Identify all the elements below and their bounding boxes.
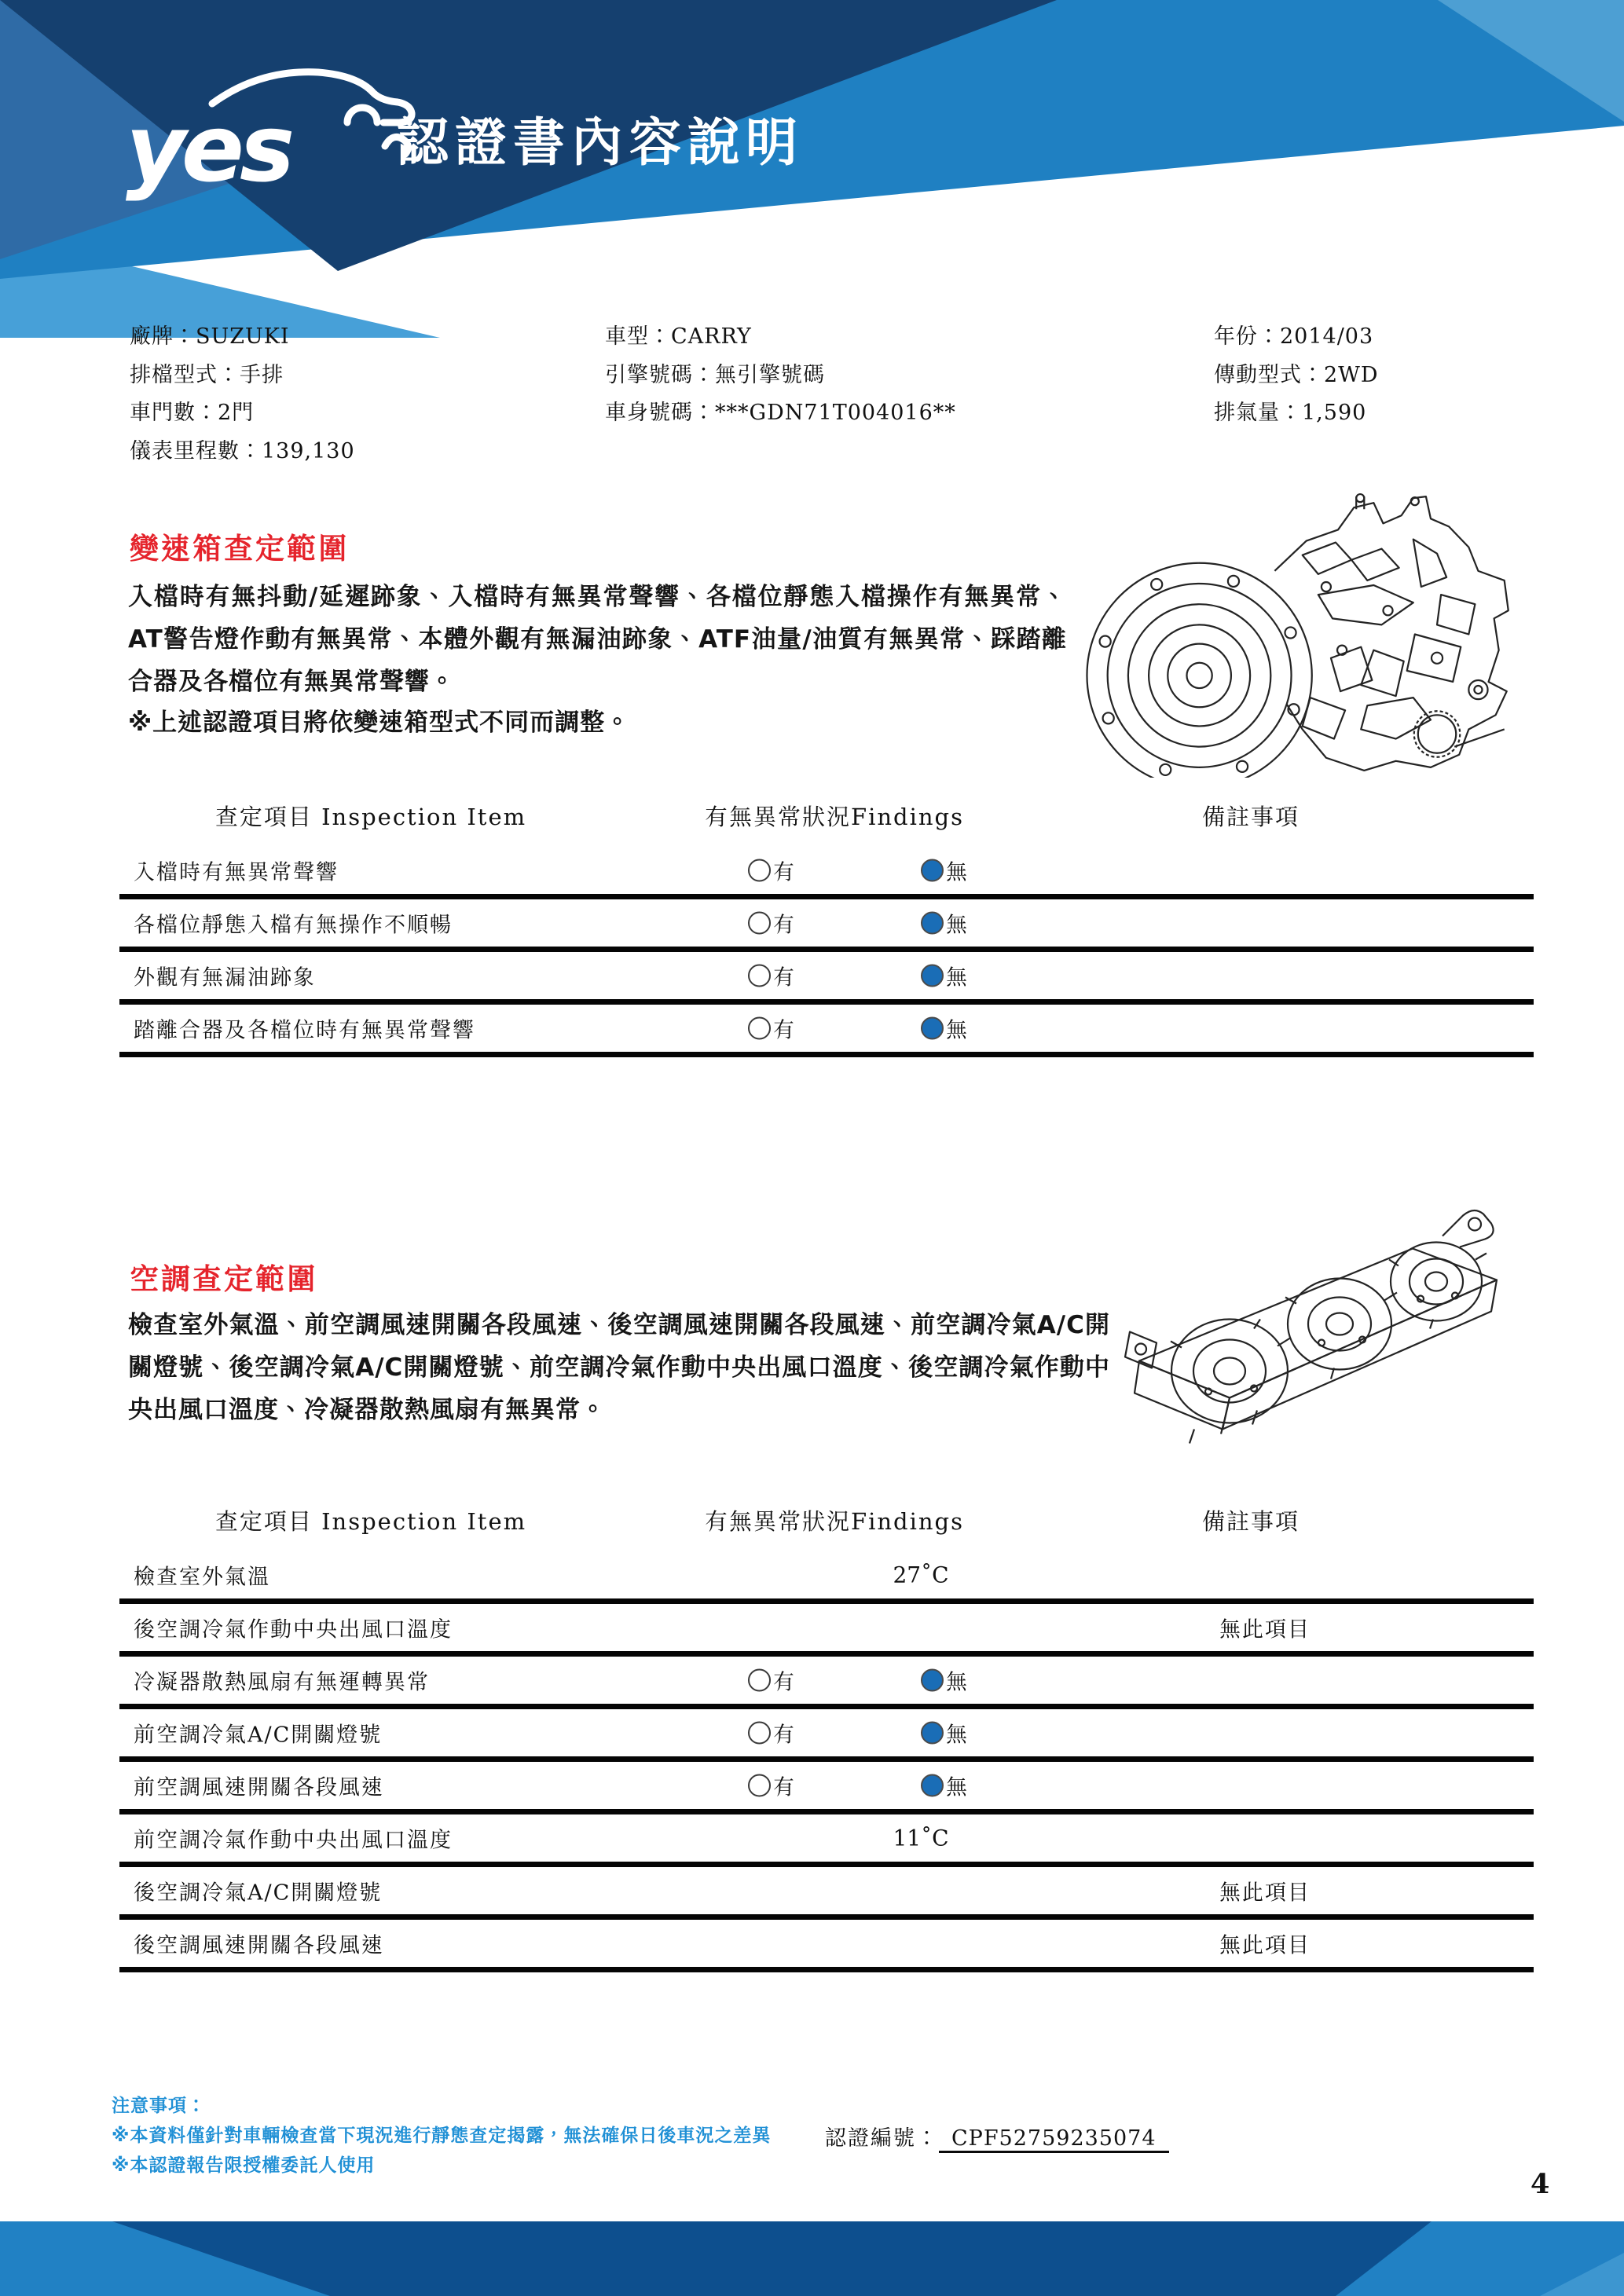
table-row <box>119 1551 1534 1604</box>
ac-section-description: 檢查室外氣溫、前空調風速開關各段風速、後空調風速開關各段風速、前空調冷氣A/C開關燈號、後空調冷氣A/C開關燈號、前空調冷氣作動中央出風口溫度、後空調冷氣作動中央出風口溫度、冷凝器散熱風扇有無異常。 <box>128 1311 1110 1424</box>
transmission-section-title: 變速箱查定範圍 <box>130 532 350 566</box>
radio-yes-circle[interactable] <box>748 1722 771 1745</box>
remark-value: 無此項目 <box>1219 1880 1311 1906</box>
radio-no[interactable] <box>921 1771 967 1801</box>
radio-yes[interactable] <box>748 961 794 991</box>
radio-yes[interactable] <box>748 1718 794 1749</box>
radio-no[interactable] <box>921 908 967 939</box>
transmission-illustration <box>1041 491 1532 778</box>
inspection-item-label: 前空調冷氣作動中央出風口溫度 <box>134 1828 453 1853</box>
info-mileage: 儀表里程數：139,130 <box>130 438 355 463</box>
radio-yes-label: 有 <box>773 1723 794 1748</box>
finding-value: 11˚C <box>893 1825 949 1851</box>
vehicle-info-col1 <box>130 318 355 471</box>
col-header-remark: 備註事項 <box>1201 804 1300 830</box>
inspection-item-label: 前空調冷氣A/C開關燈號 <box>134 1723 383 1748</box>
radio-no-label: 無 <box>946 860 967 885</box>
transmission-table <box>119 790 1534 1057</box>
table-row <box>119 952 1534 1005</box>
radio-yes-circle[interactable] <box>748 859 771 882</box>
inspection-item-label: 踏離合器及各檔位時有無異常聲響 <box>134 1018 475 1043</box>
radio-no-circle[interactable] <box>921 1017 944 1040</box>
radio-yes[interactable] <box>748 908 794 939</box>
info-drivetrain: 傳動型式：2WD <box>1214 362 1379 387</box>
inspection-item-label: 入檔時有無異常聲響 <box>134 860 339 885</box>
radio-yes-label: 有 <box>773 860 794 885</box>
yes-logo-text: yes <box>126 94 291 203</box>
footer-banner <box>0 2221 1624 2296</box>
notes-title: 注意事項： <box>112 2096 206 2116</box>
radio-no-circle[interactable] <box>921 1722 944 1745</box>
col-header-findings: 有無異常狀況Findings <box>704 804 965 830</box>
ac-panel-illustration <box>1100 1198 1548 1469</box>
inspection-item-label: 後空調冷氣A/C開關燈號 <box>134 1880 383 1906</box>
footer-notes <box>112 2091 771 2181</box>
vehicle-info-col2 <box>605 318 956 433</box>
inspection-item-label: 後空調冷氣作動中央出風口溫度 <box>134 1617 453 1642</box>
table-header-row <box>119 1495 1534 1551</box>
table-row <box>119 1709 1534 1762</box>
info-doors: 車門數：2門 <box>130 401 255 425</box>
radio-yes[interactable] <box>748 1013 794 1044</box>
table-row <box>119 1005 1534 1057</box>
radio-yes[interactable] <box>748 1665 794 1696</box>
table-row <box>119 899 1534 952</box>
radio-no-circle[interactable] <box>921 1774 944 1797</box>
col-header-item: 查定項目 Inspection Item <box>214 1508 527 1535</box>
transmission-section-description: 入檔時有無抖動/延遲跡象、入檔時有無異常聲響、各檔位靜態入檔操作有無異常、AT警告燈作動有無異常、本體外觀有無漏油跡象、ATF油量/油質有無異常、踩踏離合器及各檔位有無異常聲響。 <box>128 583 1067 696</box>
inspection-item-label: 後空調風速開關各段風速 <box>134 1933 384 1958</box>
radio-no[interactable] <box>921 1013 967 1044</box>
info-brand: 廠牌：SUZUKI <box>130 324 290 349</box>
table-row <box>119 1657 1534 1709</box>
radio-no[interactable] <box>921 855 967 886</box>
finding-value: 27˚C <box>893 1562 949 1588</box>
inspection-item-label: 各檔位靜態入檔有無操作不順暢 <box>134 913 453 938</box>
radio-no[interactable] <box>921 1718 967 1749</box>
certificate-number-value: CPF52759235074 <box>939 2126 1169 2153</box>
radio-yes-label: 有 <box>773 1775 794 1800</box>
radio-no-label: 無 <box>946 1775 967 1800</box>
radio-no-label: 無 <box>946 1723 967 1748</box>
page-title: 認證書內容說明 <box>397 112 804 173</box>
radio-no-circle[interactable] <box>921 912 944 935</box>
ac-section-title: 空調查定範圍 <box>130 1262 318 1296</box>
radio-yes[interactable] <box>748 1771 794 1801</box>
radio-yes-circle[interactable] <box>748 965 771 987</box>
radio-yes-label: 有 <box>773 965 794 991</box>
info-model: 車型：CARRY <box>605 324 752 349</box>
remark-value: 無此項目 <box>1219 1933 1311 1958</box>
page-number: 4 <box>1531 2168 1550 2200</box>
radio-yes-circle[interactable] <box>748 1017 771 1040</box>
radio-yes-label: 有 <box>773 1670 794 1695</box>
col-header-item: 查定項目 Inspection Item <box>214 804 527 830</box>
inspection-item-label: 前空調風速開關各段風速 <box>134 1775 384 1800</box>
radio-no[interactable] <box>921 961 967 991</box>
radio-yes-circle[interactable] <box>748 912 771 935</box>
info-engine-no: 引擎號碼：無引擎號碼 <box>605 362 825 387</box>
inspection-item-label: 外觀有無漏油跡象 <box>134 965 316 991</box>
info-year: 年份：2014/03 <box>1214 324 1374 349</box>
notes-line-1: ※本資料僅針對車輛檢查當下現況進行靜態查定揭露，無法確保日後車況之差異 <box>112 2126 772 2146</box>
radio-no-label: 無 <box>946 913 967 938</box>
col-header-findings: 有無異常狀況Findings <box>704 1508 965 1535</box>
certificate-number-row <box>825 2121 1169 2151</box>
table-row <box>119 847 1534 899</box>
radio-no-circle[interactable] <box>921 859 944 882</box>
radio-yes-circle[interactable] <box>748 1669 771 1692</box>
radio-yes-circle[interactable] <box>748 1774 771 1797</box>
table-row <box>119 1920 1534 1972</box>
info-displacement: 排氣量：1,590 <box>1214 401 1367 425</box>
radio-no-label: 無 <box>946 965 967 991</box>
info-vin: 車身號碼：***GDN71T004016** <box>605 401 956 425</box>
radio-no[interactable] <box>921 1665 967 1696</box>
radio-no-circle[interactable] <box>921 965 944 987</box>
inspection-item-label: 冷凝器散熱風扇有無運轉異常 <box>134 1670 430 1695</box>
table-header-row <box>119 790 1534 847</box>
ac-table <box>119 1495 1534 1972</box>
radio-no-circle[interactable] <box>921 1669 944 1692</box>
yes-logo <box>118 63 432 204</box>
radio-yes[interactable] <box>748 855 794 886</box>
radio-no-label: 無 <box>946 1670 967 1695</box>
notes-line-2: ※本認證報告限授權委託人使用 <box>112 2155 376 2176</box>
info-gearbox: 排檔型式：手排 <box>130 362 284 387</box>
vehicle-info-col3 <box>1214 318 1379 433</box>
remark-value: 無此項目 <box>1219 1617 1311 1642</box>
radio-yes-label: 有 <box>773 913 794 938</box>
table-row <box>119 1867 1534 1920</box>
transmission-section-note: ※上述認證項目將依變速箱型式不同而調整。 <box>128 709 631 737</box>
table-row <box>119 1604 1534 1657</box>
col-header-remark: 備註事項 <box>1201 1508 1300 1535</box>
inspection-item-label: 檢查室外氣溫 <box>134 1565 270 1590</box>
table-row <box>119 1814 1534 1867</box>
table-row <box>119 1762 1534 1814</box>
radio-no-label: 無 <box>946 1018 967 1043</box>
certificate-number-label: 認證編號： <box>825 2126 939 2151</box>
radio-yes-label: 有 <box>773 1018 794 1043</box>
